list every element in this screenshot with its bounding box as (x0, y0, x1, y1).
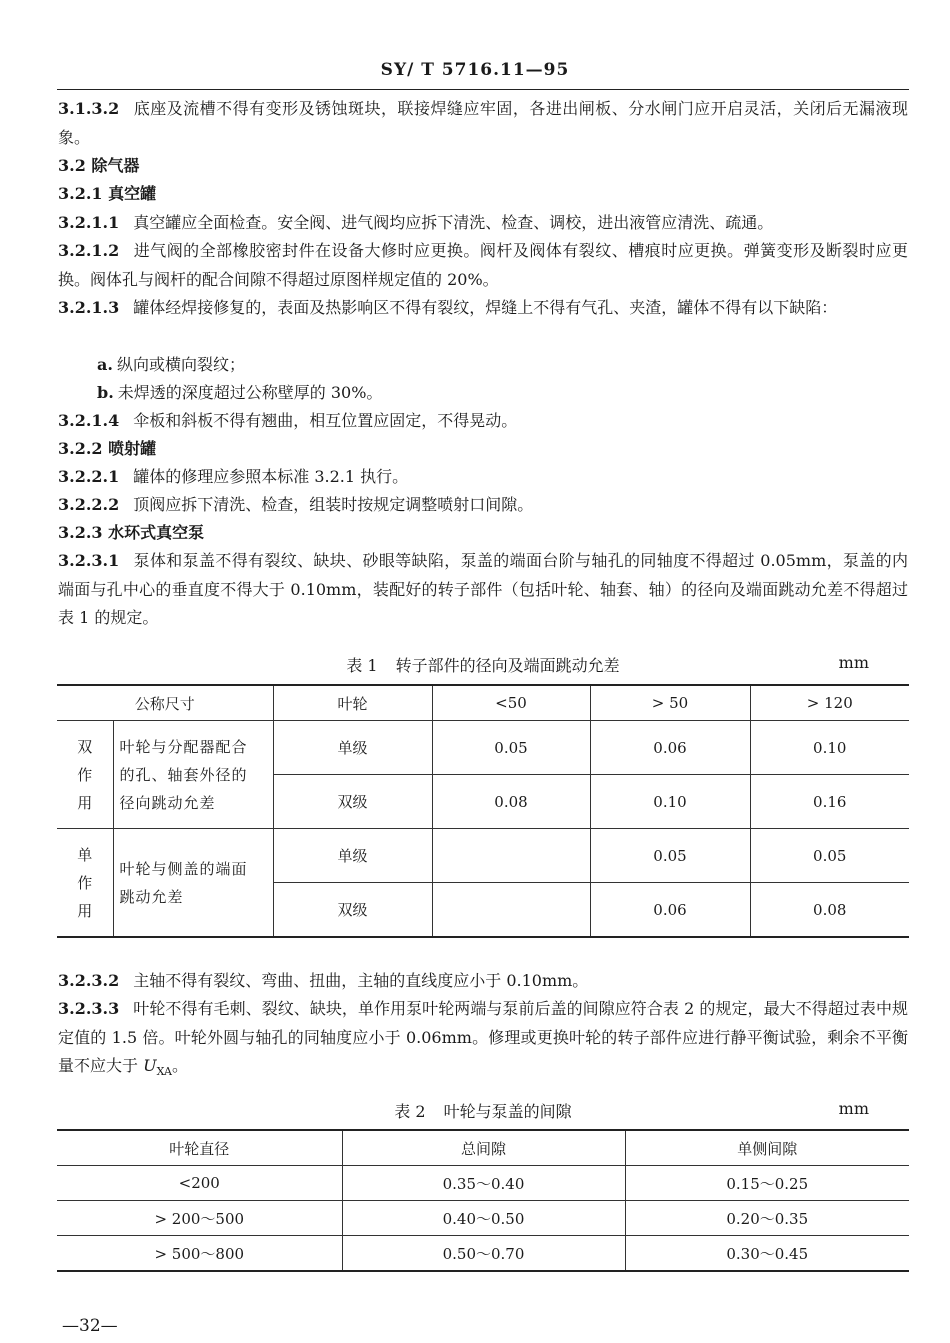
table1 (57, 684, 909, 938)
total-gap-cell: 0.35～0.40 (342, 1166, 625, 1201)
value-cell: 0.05 (590, 829, 750, 883)
paragraph-3-2-1-3 (58, 294, 908, 323)
clause-number: 3.2.1.3 (58, 298, 120, 317)
table2-number: 表 2 (394, 1102, 426, 1121)
table1-unit: mm (838, 653, 869, 672)
list-item-a: a. 纵向或横向裂纹； (97, 355, 245, 374)
diameter-cell: > 200～500 (57, 1201, 342, 1236)
clause-text: 伞板和斜板不得有翘曲，相互位置应固定，不得晃动。 (133, 411, 518, 430)
paragraph-3-2-3-1 (58, 547, 908, 633)
clause-number: 3.2.2.1 (58, 467, 120, 486)
clause-text: 罐体经焊接修复的，表面及热影响区不得有裂纹，焊缝上不得有气孔、夹渣，罐体不得有以下缺陷： (133, 298, 838, 317)
table1-caption (57, 653, 909, 676)
value-cell: 0.05 (750, 829, 909, 883)
value-cell: 0.08 (432, 775, 590, 829)
group-description: 叶轮与分配器配合 的孔、轴套外径的 径向跳动允差 (113, 721, 273, 829)
table-header-row (57, 685, 909, 721)
paragraph-3-2-1-1 (58, 209, 908, 238)
clause-number: 3.2.1.2 (58, 241, 120, 260)
total-gap-cell: 0.40～0.50 (342, 1201, 625, 1236)
clause-text: 叶轮不得有毛刺、裂纹、缺块，单作用泵叶轮两端与泵前后盖的间隙应符合表 2 的规定，最大不得超过表中规定值的 1.5 倍。叶轮外圆与轴孔的同轴度应小于 0.06mm。修理或更换叶轮的转子部件应进行静平衡试验，剩余不平衡量不应大于 (58, 999, 908, 1075)
stage-cell: 单级 (273, 829, 432, 883)
group-label-double: 双 作 用 (57, 721, 113, 829)
stage-cell: 双级 (273, 883, 432, 938)
paragraph-3-1-3-2 (58, 95, 908, 152)
single-gap-cell: 0.15～0.25 (625, 1166, 909, 1201)
group-description: 叶轮与侧盖的端面 跳动允差 (113, 829, 273, 938)
group-label-single: 单 作 用 (57, 829, 113, 938)
header-cell: 叶轮 (273, 685, 432, 721)
header-cell: 总间隙 (342, 1130, 625, 1166)
clause-number: 3.2.2.2 (58, 495, 120, 514)
table2-unit: mm (838, 1099, 869, 1118)
list-item-b: b. 未焊透的深度超过公称壁厚的 30%。 (97, 383, 383, 402)
clause-text: 真空罐应全面检查。安全阀、进气阀均应拆下清洗、检查、调校，进出液管应清洗、疏通。 (133, 213, 774, 232)
clause-number: 3.2.3.1 (58, 551, 120, 570)
table-row (57, 721, 909, 775)
single-gap-cell: 0.20～0.35 (625, 1201, 909, 1236)
page-header: SY/ T 5716.11—95 (380, 60, 570, 80)
clause-text: 底座及流槽不得有变形及锈蚀斑块，联接焊缝应牢固，各进出闸板、分水闸门应开启灵活，关闭后无漏液现象。 (58, 99, 908, 147)
stage-cell: 单级 (273, 721, 432, 775)
header-cell: > 50 (590, 685, 750, 721)
value-cell: 0.16 (750, 775, 909, 829)
header-rule (57, 89, 909, 90)
clause-number: 3.1.3.2 (58, 99, 120, 118)
table-row (57, 1236, 909, 1272)
header-cell: 单侧间隙 (625, 1130, 909, 1166)
value-cell: 0.10 (590, 775, 750, 829)
table-row (57, 1201, 909, 1236)
clause-number: 3.2.1.1 (58, 213, 120, 232)
value-cell (432, 883, 590, 938)
clause-number: 3.2.3.3 (58, 999, 120, 1018)
single-gap-cell: 0.30～0.45 (625, 1236, 909, 1272)
diameter-cell: > 500～800 (57, 1236, 342, 1272)
heading-3-2: 3.2 除气器 (58, 156, 140, 175)
table1-number: 表 1 (346, 656, 378, 675)
clause-number: 3.2.3.2 (58, 971, 120, 990)
paragraph-3-2-2-1 (58, 463, 908, 492)
table1-title: 转子部件的径向及端面跳动允差 (395, 656, 620, 675)
paragraph-3-2-1-4 (58, 407, 908, 436)
table-row (57, 1166, 909, 1201)
clause-text: 泵体和泵盖不得有裂纹、缺块、砂眼等缺陷，泵盖的端面台阶与轴孔的同轴度不得超过 0.05mm，泵盖的内端面与孔中心的垂直度不得大于 0.10mm，装配好的转子部件（包括叶轮、轴套、轴）的径向及端面跳动允差不得超过表 1 的规定。 (58, 551, 908, 627)
table2-caption (57, 1099, 909, 1122)
paragraph-3-2-1-2 (58, 237, 908, 294)
heading-3-2-1: 3.2.1 真空罐 (58, 184, 157, 203)
table2-title: 叶轮与泵盖的间隙 (443, 1102, 572, 1121)
clause-number: 3.2.1.4 (58, 411, 120, 430)
clause-text: 进气阀的全部橡胶密封件在设备大修时应更换。阀杆及阀体有裂纹、槽痕时应更换。弹簧变形及断裂时应更换。阀体孔与阀杆的配合间隙不得超过原图样规定值的 20%。 (58, 241, 908, 289)
page-number: —32— (62, 1316, 118, 1336)
diameter-cell: <200 (57, 1166, 342, 1201)
table2 (57, 1129, 909, 1272)
heading-3-2-3: 3.2.3 水环式真空泵 (58, 523, 205, 542)
value-cell: 0.05 (432, 721, 590, 775)
clause-text: 主轴不得有裂纹、弯曲、扭曲，主轴的直线度应小于 0.10mm。 (133, 971, 589, 990)
table-header-row (57, 1130, 909, 1166)
paragraph-3-2-3-3: 3.2.3.3 叶轮不得有毛刺、裂纹、缺块，单作用泵叶轮两端与泵前后盖的间隙应符合表 2 的规定，最大不得超过表中规定值的 1.5 倍。叶轮外圆与轴孔的同轴度应小于 0.06mm。修理或更换叶轮的转子部件应进行静平衡试验，剩余不平衡量不应大于 $U_{XA}$。 (58, 999, 908, 1079)
header-cell: 叶轮直径 (57, 1130, 342, 1166)
value-cell: 0.06 (590, 883, 750, 938)
value-cell: 0.06 (590, 721, 750, 775)
symbol-u: U (143, 1056, 157, 1075)
header-cell: > 120 (750, 685, 909, 721)
heading-3-2-2: 3.2.2 喷射罐 (58, 439, 157, 458)
value-cell: 0.10 (750, 721, 909, 775)
paragraph-3-2-3-2 (58, 967, 908, 996)
header-cell: <50 (432, 685, 590, 721)
total-gap-cell: 0.50～0.70 (342, 1236, 625, 1272)
table-row (57, 829, 909, 883)
stage-cell: 双级 (273, 775, 432, 829)
symbol-subscript: XA (156, 1065, 172, 1079)
paragraph-3-2-2-2 (58, 491, 908, 520)
value-cell: 0.08 (750, 883, 909, 938)
header-cell: 公称尺寸 (57, 685, 273, 721)
value-cell (432, 829, 590, 883)
clause-text: 顶阀应拆下清洗、检查，组装时按规定调整喷射口间隙。 (133, 495, 534, 514)
clause-text: 罐体的修理应参照本标准 3.2.1 执行。 (133, 467, 409, 486)
